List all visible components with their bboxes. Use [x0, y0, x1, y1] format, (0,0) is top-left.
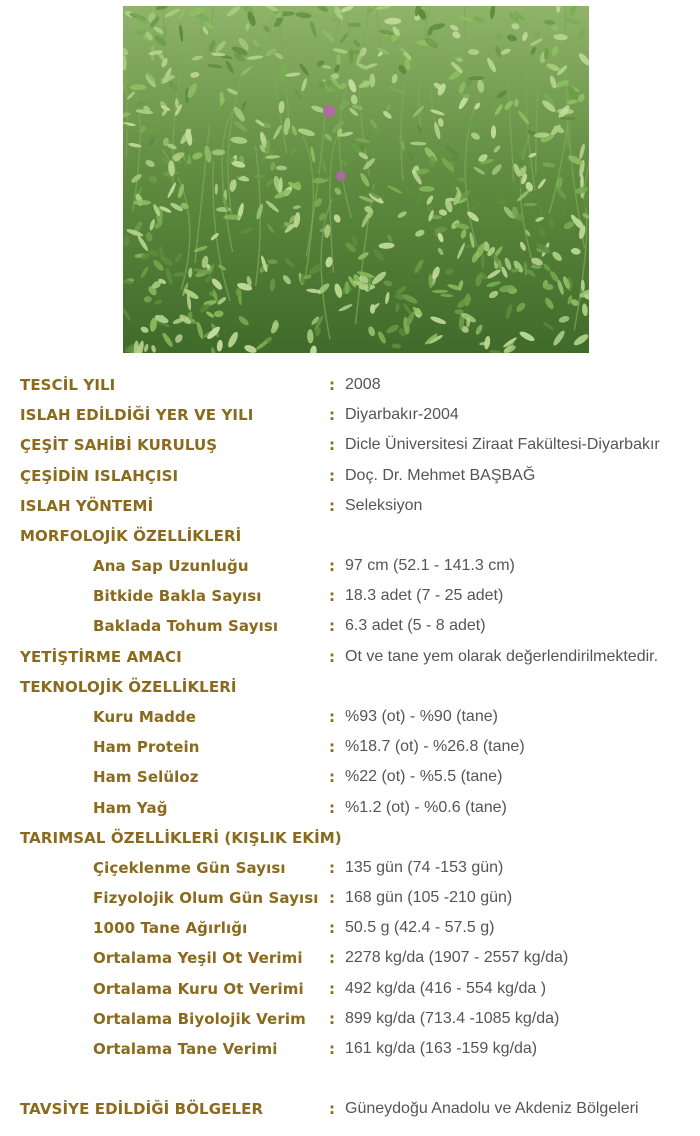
heading-teknolojik: TEKNOLOJİK ÖZELLİKLERİ — [20, 678, 237, 696]
label-cesit-sahibi: ÇEŞİT SAHİBİ KURULUŞ — [20, 436, 218, 454]
row-cesit-sahibi — [0, 430, 700, 460]
label-islah-yeri-yili: ISLAH EDİLDİĞİ YER VE YILI — [20, 406, 254, 424]
colon: : — [329, 406, 335, 424]
plant-photo-graphic — [123, 6, 589, 353]
row-tane-agirligi — [0, 913, 700, 943]
colon: : — [329, 919, 335, 937]
row-ham-yag — [0, 793, 700, 823]
value-ana-sap: 97 cm (52.1 - 141.3 cm) — [345, 557, 515, 574]
value-tescil-yili: 2008 — [345, 376, 381, 393]
value-tane-agirligi: 50.5 g (42.4 - 57.5 g) — [345, 919, 495, 936]
value-ham-protein: %18.7 (ot) - %26.8 (tane) — [345, 738, 525, 755]
label-ana-sap: Ana Sap Uzunluğu — [93, 557, 249, 575]
row-tavsiye-bolgeler — [0, 1094, 700, 1124]
row-islah-yontemi — [0, 491, 700, 521]
section-morfolojik — [0, 521, 700, 551]
vetch-plant-photo — [123, 6, 589, 353]
row-tescil-yili — [0, 370, 700, 400]
label-tavsiye-bolgeler: TAVSİYE EDİLDİĞİ BÖLGELER — [20, 1100, 264, 1118]
label-tane-agirligi: 1000 Tane Ağırlığı — [93, 919, 248, 937]
row-ham-protein — [0, 732, 700, 762]
colon: : — [329, 467, 335, 485]
section-tarimsal — [0, 823, 700, 853]
row-yesil-ot-verimi — [0, 943, 700, 973]
colon: : — [329, 617, 335, 635]
label-tohum-sayisi: Baklada Tohum Sayısı — [93, 617, 279, 635]
row-ham-seluloz — [0, 762, 700, 792]
label-bakla-sayisi: Bitkide Bakla Sayısı — [93, 587, 262, 605]
colon: : — [329, 436, 335, 454]
label-yetistirme-amaci: YETİŞTİRME AMACI — [20, 648, 182, 666]
label-tescil-yili: TESCİL YILI — [20, 376, 116, 394]
value-fizyolojik-olum: 168 gün (105 -210 gün) — [345, 889, 513, 906]
label-kuru-ot-verimi: Ortalama Kuru Ot Verimi — [93, 980, 304, 998]
colon: : — [329, 1010, 335, 1028]
value-ciceklenme: 135 gün (74 -153 gün) — [345, 859, 504, 876]
value-yetistirme-amaci: Ot ve tane yem olarak değerlendirilmektedir. — [345, 648, 659, 665]
value-ham-seluloz: %22 (ot) - %5.5 (tane) — [345, 768, 503, 785]
colon: : — [329, 949, 335, 967]
label-tane-verimi: Ortalama Tane Verimi — [93, 1040, 278, 1058]
row-bakla-sayisi — [0, 581, 700, 611]
colon: : — [329, 648, 335, 666]
row-kuru-ot-verimi — [0, 974, 700, 1004]
label-biyolojik-verim: Ortalama Biyolojik Verim — [93, 1010, 306, 1028]
heading-tarimsal: TARIMSAL ÖZELLİKLERİ (KIŞLIK EKİM) — [20, 829, 342, 847]
colon: : — [329, 497, 335, 515]
colon: : — [329, 1040, 335, 1058]
colon: : — [329, 738, 335, 756]
row-islahci — [0, 461, 700, 491]
value-cesit-sahibi: Dicle Üniversitesi Ziraat Fakültesi-Diyarbakır — [345, 436, 660, 453]
label-islah-yontemi: ISLAH YÖNTEMİ — [20, 497, 154, 515]
value-islah-yeri-yili: Diyarbakır-2004 — [345, 406, 459, 423]
row-ciceklenme — [0, 853, 700, 883]
value-biyolojik-verim: 899 kg/da (713.4 -1085 kg/da) — [345, 1010, 560, 1027]
row-fizyolojik-olum — [0, 883, 700, 913]
row-biyolojik-verim — [0, 1004, 700, 1034]
colon: : — [329, 708, 335, 726]
value-tane-verimi: 161 kg/da (163 -159 kg/da) — [345, 1040, 538, 1057]
label-ham-protein: Ham Protein — [93, 738, 200, 756]
heading-morfolojik: MORFOLOJİK ÖZELLİKLERİ — [20, 527, 242, 545]
row-tohum-sayisi — [0, 611, 700, 641]
row-islah-yeri-yili — [0, 400, 700, 430]
row-yetistirme-amaci — [0, 642, 700, 672]
row-kuru-madde — [0, 702, 700, 732]
label-ciceklenme: Çiçeklenme Gün Sayısı — [93, 859, 286, 877]
colon: : — [329, 768, 335, 786]
value-tohum-sayisi: 6.3 adet (5 - 8 adet) — [345, 617, 486, 634]
colon: : — [329, 587, 335, 605]
value-islah-yontemi: Seleksiyon — [345, 497, 423, 514]
label-ham-yag: Ham Yağ — [93, 799, 168, 817]
row-ana-sap — [0, 551, 700, 581]
colon: : — [329, 799, 335, 817]
colon: : — [329, 889, 335, 907]
colon: : — [329, 980, 335, 998]
value-bakla-sayisi: 18.3 adet (7 - 25 adet) — [345, 587, 504, 604]
section-teknolojik — [0, 672, 700, 702]
value-kuru-madde: %93 (ot) - %90 (tane) — [345, 708, 498, 725]
label-ham-seluloz: Ham Selüloz — [93, 768, 199, 786]
row-tane-verimi — [0, 1034, 700, 1064]
label-kuru-madde: Kuru Madde — [93, 708, 197, 726]
label-yesil-ot-verimi: Ortalama Yeşil Ot Verimi — [93, 949, 303, 967]
value-kuru-ot-verimi: 492 kg/da (416 - 554 kg/da ) — [345, 980, 547, 997]
value-tavsiye-bolgeler: Güneydoğu Anadolu ve Akdeniz Bölgeleri — [345, 1100, 639, 1117]
colon: : — [329, 1100, 335, 1118]
colon: : — [329, 376, 335, 394]
label-islahci: ÇEŞİDİN ISLAHÇISI — [20, 467, 179, 485]
value-ham-yag: %1.2 (ot) - %0.6 (tane) — [345, 799, 507, 816]
colon: : — [329, 859, 335, 877]
value-yesil-ot-verimi: 2278 kg/da (1907 - 2557 kg/da) — [345, 949, 569, 966]
value-islahci: Doç. Dr. Mehmet BAŞBAĞ — [345, 467, 536, 484]
label-fizyolojik-olum: Fizyolojik Olum Gün Sayısı — [93, 889, 319, 907]
colon: : — [329, 557, 335, 575]
